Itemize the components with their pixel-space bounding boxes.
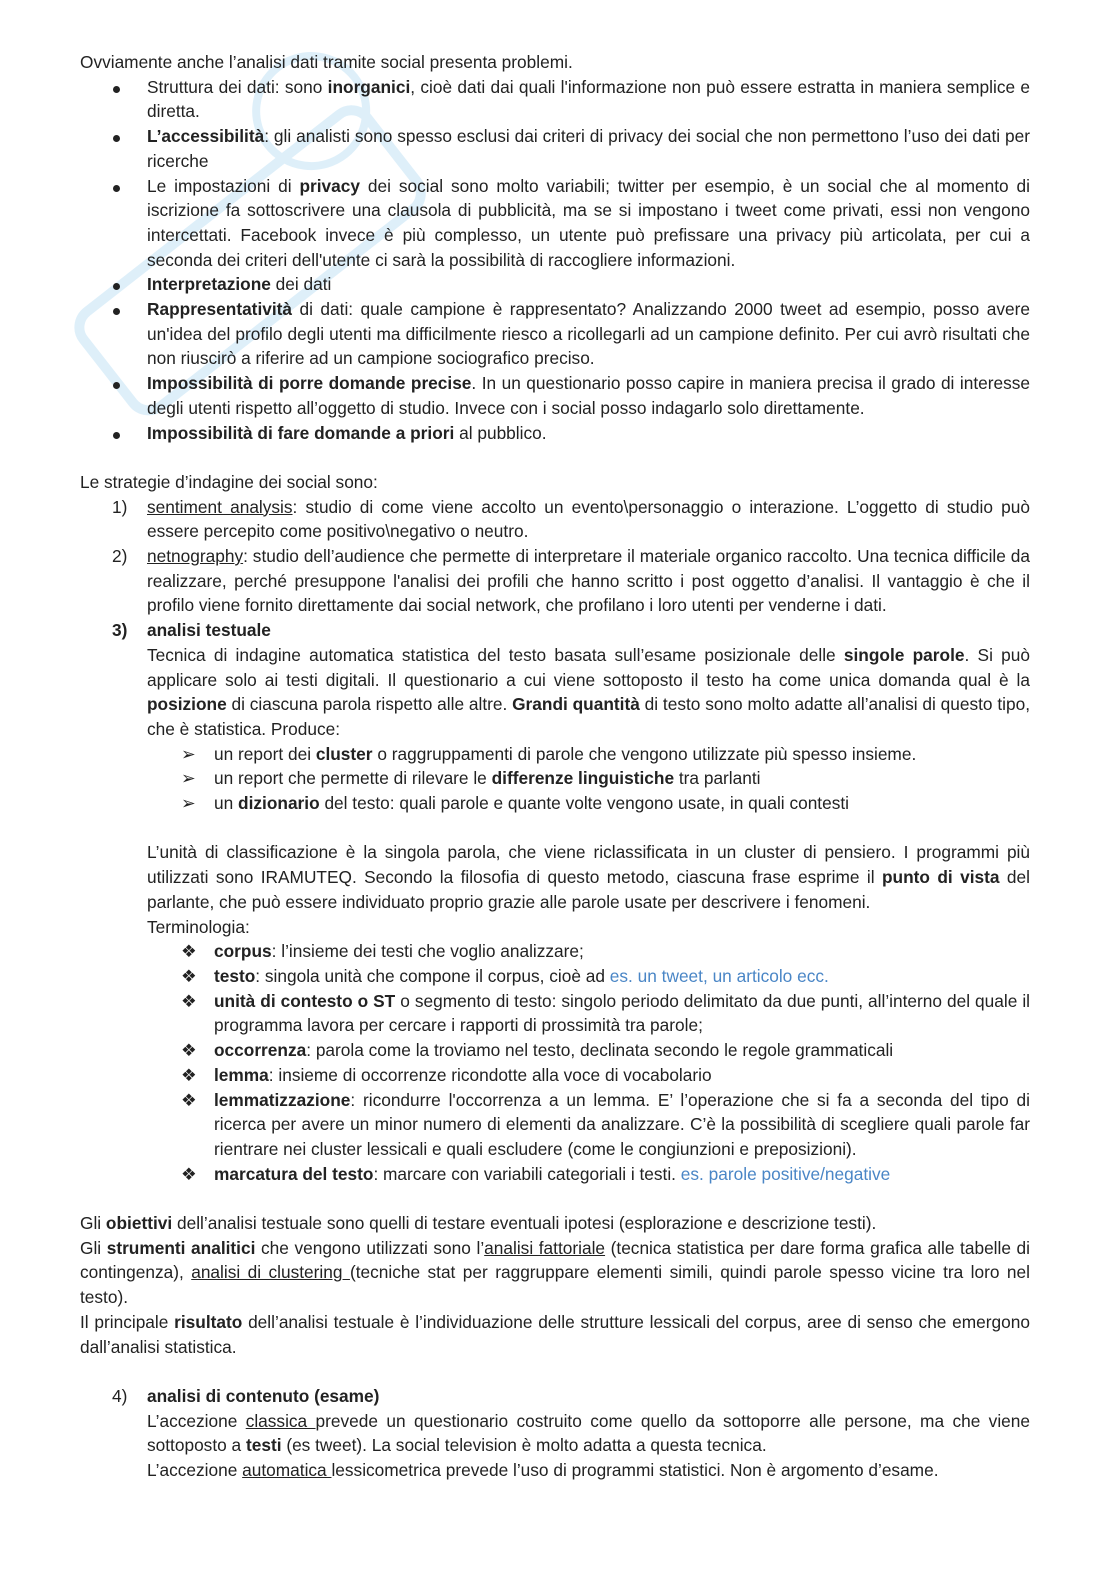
arrow-bullet-icon: ➢ xyxy=(181,793,196,814)
list-item: ➢ un report dei cluster o raggruppamenti di parole che vengono utilizzate più spesso insieme. xyxy=(80,742,1030,767)
result-paragraph: Il principale risultato dell’analisi testuale è l’individuazione delle strutture lessicali del corpus, aree di senso che emergono dall’analisi statistica. xyxy=(80,1311,1030,1357)
list-item: ❖ occorrenza: parola come la troviamo nel testo, declinata secondo le regole grammaticali xyxy=(80,1038,1030,1063)
strategy-sentiment-analysis: 1) sentiment analysis: studio di come viene accolto un evento\personaggio o interazione. L’oggetto di studio può essere percepito come positivo\negativo o neutro. xyxy=(112,496,1030,542)
arrow-bullet-icon: ➢ xyxy=(181,768,196,789)
diamond-bullet-icon: ❖ xyxy=(181,1089,197,1110)
objectives-paragraph: Gli obiettivi dell’analisi testuale sono quelli di testare eventuali ipotesi (esplorazione e descrizione testi). xyxy=(80,1213,877,1233)
list-item: ➢ un dizionario del testo: quali parole e quante volte vengono usate, in quali contesti xyxy=(80,791,1030,816)
strategies-intro: Le strategie d’indagine dei social sono: xyxy=(80,471,378,492)
list-item: Impossibilità di fare domande a priori al pubblico. xyxy=(80,421,1030,446)
bullet-icon xyxy=(113,185,120,192)
list-item: ❖ marcatura del testo: marcare con variabili categoriali i testi. es. parole positive/negative xyxy=(80,1162,1030,1187)
bullet-icon xyxy=(113,382,120,389)
classification-paragraph: L’unità di classificazione è la singola parola, che viene riclassificata in un cluster di pensiero. I programmi più utilizzati sono IRAMUTEQ. Secondo la filosofia di questo metodo, ciascuna frase esprime il punto di vista del parlante, che può essere individuato proprio grazie alle parole usate per descrivere i fenomeni. xyxy=(147,842,1030,912)
list-item: L’accessibilità: gli analisti sono spesso esclusi dai criteri di privacy dei social che non permettono l’uso dei dati per ricerche xyxy=(80,124,1030,173)
list-item: Rappresentatività di dati: quale campione è rappresentato? Analizzando 2000 tweet ad esempio, posso avere un'idea del profilo degli utenti ma difficilmente riesco a ricollegarli ad un campione definito. Per cui avrò risultati che non riuscirò a riferire ad un campione sociografico preciso. xyxy=(80,297,1030,371)
list-item: Le impostazioni di privacy dei social sono molto variabili; twitter per esempio, è un social che al momento di iscrizione fa sottoscrivere una clausola di pubblicità, ma se si impostano i tweet come privati, essi non vengono intercettati. Facebook invece è più complesso, un utente può prefissare una privacy più articolata, per cui a seconda dei criteri dell'utente ci sarà la possibilità di raccogliere informazioni. xyxy=(80,174,1030,273)
problems-list xyxy=(80,75,1030,446)
diamond-bullet-icon: ❖ xyxy=(181,1163,197,1184)
automatic-approach-paragraph: L’accezione automatica lessicometrica prevede l’uso di programmi statistici. Non è argomento d’esame. xyxy=(147,1460,939,1481)
list-item: ❖ testo: singola unità che compone il corpus, cioè ad es. un tweet, un articolo ecc. xyxy=(80,964,1030,989)
list-item: ➢ un report che permette di rilevare le differenze linguistiche tra parlanti xyxy=(80,766,1030,791)
strategy-netnography: 2) netnography: studio dell’audience che permette di interpretare il materiale organico raccolto. Una tecnica difficile da realizzare, perché presuppone l'analisi dei profili che hanno scritto i post oggetto d’analisi. Il vantaggio è che il profilo viene fornito direttamente dai social network, che profilano i loro utenti per venderne i dati. xyxy=(112,546,1030,616)
document-page xyxy=(80,50,1030,1483)
classic-approach-paragraph: L’accezione classica prevede un questionario costruito come quello da sottoporre alle persone, ma che viene sottoposto a testi (es tweet). La social television è molto adatta a questa tecnica. xyxy=(147,1410,1030,1456)
diamond-bullet-icon: ❖ xyxy=(181,941,197,962)
analisi-testuale-description: Tecnica di indagine automatica statistica del testo basata sull’esame posizionale delle singole parole. Si può applicare solo ai testi digitali. Il questionario a cui viene sottoposto il testo ha come unica domanda qual è la posizione di ciascuna parola rispetto alle altre. Grandi quantità di testo sono molto adatte all’analisi di questo tipo, che è statistica. Produce: xyxy=(147,644,1030,739)
list-item: ❖ corpus: l’insieme dei testi che voglio analizzare; xyxy=(80,939,1030,964)
arrow-bullet-icon: ➢ xyxy=(181,743,196,764)
strategy-analisi-testuale: 3) analisi testuale xyxy=(112,620,271,641)
intro-paragraph: Ovviamente anche l’analisi dati tramite social presenta problemi. xyxy=(80,52,573,72)
diamond-bullet-icon: ❖ xyxy=(181,1064,197,1085)
bullet-icon xyxy=(113,283,120,290)
bullet-icon xyxy=(113,86,120,93)
bullet-icon xyxy=(113,135,120,142)
tools-paragraph: Gli strumenti analitici che vengono utilizzati sono l’analisi fattoriale (tecnica statistica per dare forma grafica alle tabelle di contingenza), analisi di clustering (tecniche stat per raggruppare elementi simili, quindi parole spesso vicine tra loro nel testo). xyxy=(80,1237,1031,1308)
diamond-bullet-icon: ❖ xyxy=(181,1040,197,1061)
list-item: Impossibilità di porre domande precise. In un questionario posso capire in maniera precisa il grado di interesse degli utenti rispetto all’oggetto di studio. Invece con i social posso indagarlo solo direttamente. xyxy=(80,371,1030,420)
bullet-icon xyxy=(113,308,120,315)
list-item: ❖ lemmatizzazione: ricondurre l'occorrenza a un lemma. E’ l’operazione che si fa a seconda del tipo di ricerca per avere un minor numero di elementi da analizzare. C’è la possibilità di scegliere quali parole far rientrare nei cluster lessicali e quali escludere (come le congiunzioni e preposizioni). xyxy=(181,1089,1030,1159)
diamond-bullet-icon: ❖ xyxy=(181,990,197,1011)
list-item: Struttura dei dati: sono inorganici, cioè dati dai quali l'informazione non può essere estratta in maniera semplice e diretta. xyxy=(80,75,1030,124)
list-item: ❖ lemma: insieme di occorrenze ricondotte alla voce di vocabolario xyxy=(80,1063,1030,1088)
strategy-analisi-contenuto: 4) analisi di contenuto (esame) xyxy=(112,1385,380,1406)
list-item: ❖ unità di contesto o ST o segmento di testo: singolo periodo delimitato da due punti, all’interno del quale il programma lavora per cercare i rapporti di prossimità tra parole; xyxy=(181,990,1030,1036)
diamond-bullet-icon: ❖ xyxy=(181,965,197,986)
list-item: Interpretazione dei dati xyxy=(80,272,1030,297)
terminology-heading: Terminologia: xyxy=(147,916,250,937)
bullet-icon xyxy=(113,432,120,439)
